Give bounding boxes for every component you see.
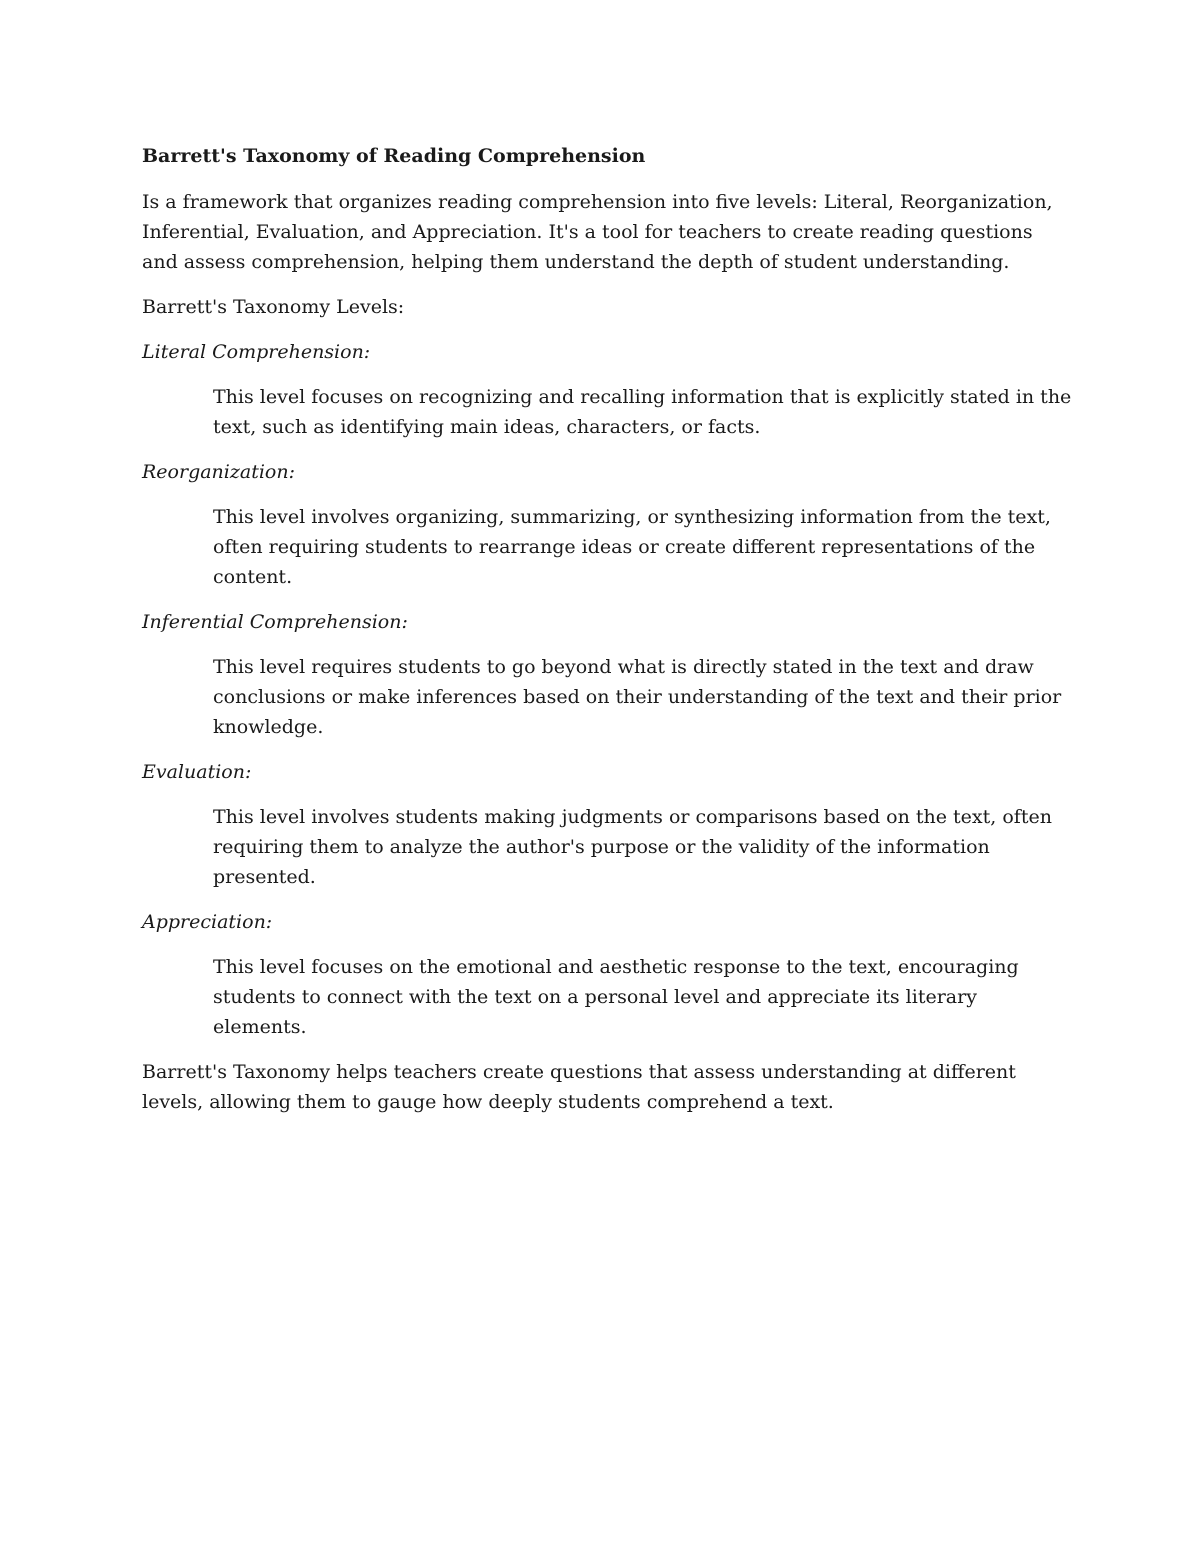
level-description-literal: This level focuses on recognizing and recalling information that is explicitly stated in the text, such as identifying main ideas, characters, or facts. xyxy=(213,386,1072,438)
document-page xyxy=(142,141,1072,1132)
document-title: Barrett's Taxonomy of Reading Comprehension xyxy=(142,145,646,167)
levels-heading: Barrett's Taxonomy Levels: xyxy=(142,296,405,318)
level-heading-inferential: Inferential Comprehension: xyxy=(142,611,408,633)
conclusion-paragraph: Barrett's Taxonomy helps teachers create questions that assess understanding at different levels, allowing them to gauge how deeply students comprehend a text. xyxy=(142,1061,1016,1113)
level-description-reorganization: This level involves organizing, summarizing, or synthesizing information from the text, often requiring students to rearrange ideas or create different representations of the content. xyxy=(213,506,1051,588)
level-description-appreciation: This level focuses on the emotional and aesthetic response to the text, encouraging students to connect with the text on a personal level and appreciate its literary elements. xyxy=(213,956,1019,1038)
level-heading-evaluation: Evaluation: xyxy=(142,761,252,783)
level-description-inferential: This level requires students to go beyond what is directly stated in the text and draw conclusions or make inferences based on their understanding of the text and their prior knowledge. xyxy=(213,656,1062,738)
intro-paragraph: Is a framework that organizes reading comprehension into five levels: Literal, Reorganization, Inferential, Evaluation, and Appreciation. It's a tool for teachers to create reading questions and assess comprehension, helping them understand the depth of student understanding. xyxy=(142,191,1053,273)
level-heading-appreciation: Appreciation: xyxy=(142,911,273,933)
level-heading-reorganization: Reorganization: xyxy=(142,461,296,483)
level-heading-literal: Literal Comprehension: xyxy=(142,341,371,363)
level-description-evaluation: This level involves students making judgments or comparisons based on the text, often requiring them to analyze the author's purpose or the validity of the information presented. xyxy=(213,806,1052,888)
